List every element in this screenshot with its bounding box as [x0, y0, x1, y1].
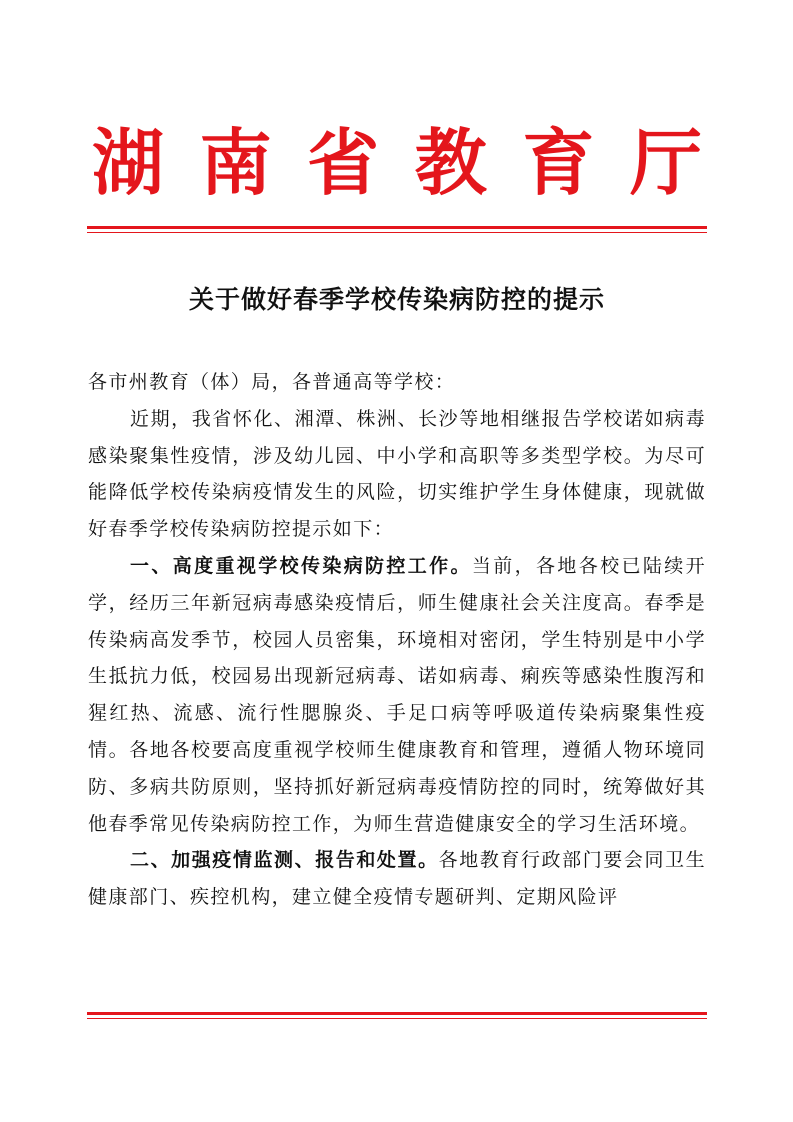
authority-char: 湖	[91, 120, 164, 205]
authority-char: 南	[199, 120, 272, 205]
issuing-authority-title	[88, 118, 706, 208]
header-red-rule	[87, 226, 707, 233]
authority-char: 教	[414, 120, 487, 205]
section-1-text: 当前，各地各校已陆续开学，经历三年新冠病毒感染疫情后，师生健康社会关注度高。春季是传染病高发季节，校园人员密集，环境相对密闭，学生特别是中小学生抵抗力低，校园易出现新冠病毒、诺如病毒、痢疾等感染性腹泻和猩红热、流感、流行性腮腺炎、手足口病等呼吸道传染病聚集性疫情。各地各校要高度重视学校师生健康教育和管理，遵循人物环境同防、多病共防原则，坚持抓好新冠病毒疫情防控的同时，统筹做好其他春季常见传染病防控工作，为师生营造健康安全的学习生活环境。	[88, 554, 706, 835]
salutation: 各市州教育（体）局，各普通高等学校：	[88, 371, 456, 393]
section-2-heading: 二、加强疫情监测、报告和处置。	[130, 849, 439, 872]
authority-char: 厅	[629, 120, 702, 205]
section-2-text: 各地教育行政部门要会同卫生健康部门、疾控机构，建立健全疫情专题研判、定期风险评	[88, 849, 706, 909]
authority-char: 育	[522, 120, 595, 205]
section-1-heading: 一、高度重视学校传染病防控工作。	[130, 554, 472, 577]
document-body	[88, 364, 706, 916]
authority-char: 省	[307, 120, 380, 205]
intro-paragraph: 近期，我省怀化、湘潭、株洲、长沙等地相继报告学校诺如病毒感染聚集性疫情，涉及幼儿园、中小学和高职等多类型学校。为尽可能降低学校传染病疫情发生的风险，切实维护学生身体健康，现就做好春季学校传染病防控提示如下：	[88, 407, 706, 541]
document-title: 关于做好春季学校传染病防控的提示	[188, 285, 605, 314]
section-2-paragraph	[88, 842, 706, 916]
footer-red-rule	[87, 1012, 707, 1019]
section-1-paragraph	[88, 548, 706, 842]
